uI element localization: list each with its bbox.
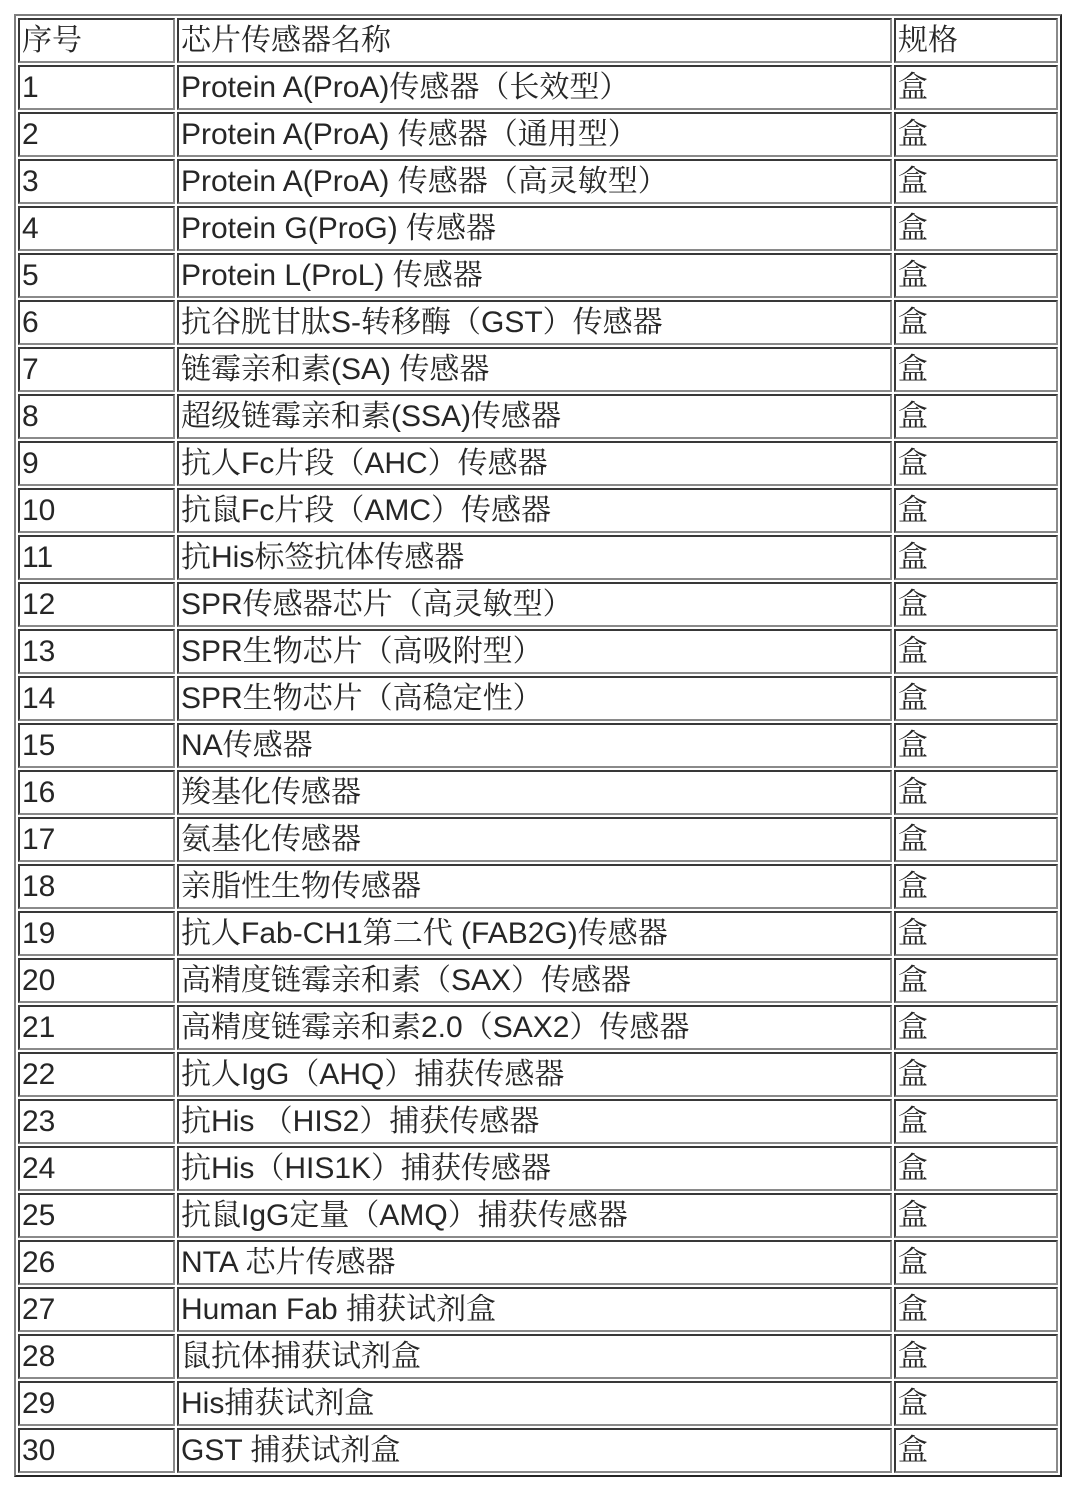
- col-header-spec: 规格: [894, 18, 1058, 63]
- spec-cell: 盒: [894, 488, 1058, 533]
- row-index-cell: 20: [18, 958, 175, 1003]
- spec-cell: 盒: [894, 770, 1058, 815]
- sensor-name-cell: SPR生物芯片（高吸附型）: [177, 629, 892, 674]
- table-row: [18, 911, 1058, 956]
- spec-cell: 盒: [894, 817, 1058, 862]
- sensor-name-cell: SPR生物芯片（高稳定性）: [177, 676, 892, 721]
- spec-cell: 盒: [894, 911, 1058, 956]
- sensor-table-body: [18, 65, 1058, 1473]
- spec-cell: 盒: [894, 1334, 1058, 1379]
- spec-cell: 盒: [894, 159, 1058, 204]
- table-row: [18, 1287, 1058, 1332]
- row-index-cell: 18: [18, 864, 175, 909]
- sensor-name-cell: 高精度链霉亲和素（SAX）传感器: [177, 958, 892, 1003]
- row-index-cell: 22: [18, 1052, 175, 1097]
- spec-cell: 盒: [894, 1005, 1058, 1050]
- table-row: [18, 65, 1058, 110]
- row-index-cell: 14: [18, 676, 175, 721]
- spec-cell: 盒: [894, 1381, 1058, 1426]
- sensor-name-cell: NA传感器: [177, 723, 892, 768]
- sensor-product-table: [14, 14, 1062, 1477]
- table-row: [18, 112, 1058, 157]
- row-index-cell: 6: [18, 300, 175, 345]
- spec-cell: 盒: [894, 253, 1058, 298]
- row-index-cell: 2: [18, 112, 175, 157]
- row-index-cell: 5: [18, 253, 175, 298]
- row-index-cell: 13: [18, 629, 175, 674]
- table-row: [18, 958, 1058, 1003]
- table-row: [18, 206, 1058, 251]
- spec-cell: 盒: [894, 441, 1058, 486]
- sensor-name-cell: SPR传感器芯片（高灵敏型）: [177, 582, 892, 627]
- table-row: [18, 1240, 1058, 1285]
- sensor-name-cell: Protein A(ProA)传感器（长效型）: [177, 65, 892, 110]
- sensor-name-cell: 亲脂性生物传感器: [177, 864, 892, 909]
- row-index-cell: 28: [18, 1334, 175, 1379]
- sensor-name-cell: Protein L(ProL) 传感器: [177, 253, 892, 298]
- sensor-name-cell: 抗人Fc片段（AHC）传感器: [177, 441, 892, 486]
- table-row: [18, 1052, 1058, 1097]
- sensor-name-cell: 抗His（HIS1K）捕获传感器: [177, 1146, 892, 1191]
- sensor-name-cell: 抗His标签抗体传感器: [177, 535, 892, 580]
- sensor-name-cell: 高精度链霉亲和素2.0（SAX2）传感器: [177, 1005, 892, 1050]
- table-row: [18, 159, 1058, 204]
- sensor-name-cell: Protein G(ProG) 传感器: [177, 206, 892, 251]
- sensor-name-cell: 氨基化传感器: [177, 817, 892, 862]
- sensor-name-cell: 链霉亲和素(SA) 传感器: [177, 347, 892, 392]
- row-index-cell: 23: [18, 1099, 175, 1144]
- table-row: [18, 1428, 1058, 1473]
- spec-cell: 盒: [894, 958, 1058, 1003]
- sensor-name-cell: 抗人IgG（AHQ）捕获传感器: [177, 1052, 892, 1097]
- row-index-cell: 8: [18, 394, 175, 439]
- spec-cell: 盒: [894, 1146, 1058, 1191]
- table-row: [18, 723, 1058, 768]
- sensor-name-cell: 抗His （HIS2）捕获传感器: [177, 1099, 892, 1144]
- table-row: [18, 676, 1058, 721]
- table-row: [18, 394, 1058, 439]
- col-header-no: 序号: [18, 18, 175, 63]
- sensor-name-cell: 抗鼠Fc片段（AMC）传感器: [177, 488, 892, 533]
- spec-cell: 盒: [894, 1099, 1058, 1144]
- spec-cell: 盒: [894, 206, 1058, 251]
- spec-cell: 盒: [894, 676, 1058, 721]
- row-index-cell: 9: [18, 441, 175, 486]
- table-row: [18, 1334, 1058, 1379]
- row-index-cell: 24: [18, 1146, 175, 1191]
- spec-cell: 盒: [894, 394, 1058, 439]
- table-row: [18, 1381, 1058, 1426]
- row-index-cell: 30: [18, 1428, 175, 1473]
- table-row: [18, 817, 1058, 862]
- sensor-name-cell: Human Fab 捕获试剂盒: [177, 1287, 892, 1332]
- row-index-cell: 15: [18, 723, 175, 768]
- spec-cell: 盒: [894, 112, 1058, 157]
- row-index-cell: 19: [18, 911, 175, 956]
- sensor-name-cell: NTA 芯片传感器: [177, 1240, 892, 1285]
- spec-cell: 盒: [894, 1193, 1058, 1238]
- table-header-row: [18, 18, 1058, 63]
- spec-cell: 盒: [894, 723, 1058, 768]
- table-row: [18, 1193, 1058, 1238]
- row-index-cell: 1: [18, 65, 175, 110]
- row-index-cell: 26: [18, 1240, 175, 1285]
- table-row: [18, 300, 1058, 345]
- sensor-name-cell: His捕获试剂盒: [177, 1381, 892, 1426]
- table-row: [18, 347, 1058, 392]
- sensor-name-cell: 羧基化传感器: [177, 770, 892, 815]
- row-index-cell: 3: [18, 159, 175, 204]
- row-index-cell: 7: [18, 347, 175, 392]
- sensor-name-cell: 抗人Fab-CH1第二代 (FAB2G)传感器: [177, 911, 892, 956]
- row-index-cell: 16: [18, 770, 175, 815]
- col-header-name: 芯片传感器名称: [177, 18, 892, 63]
- spec-cell: 盒: [894, 65, 1058, 110]
- row-index-cell: 25: [18, 1193, 175, 1238]
- row-index-cell: 29: [18, 1381, 175, 1426]
- table-row: [18, 629, 1058, 674]
- table-row: [18, 488, 1058, 533]
- sensor-name-cell: GST 捕获试剂盒: [177, 1428, 892, 1473]
- table-row: [18, 441, 1058, 486]
- table-row: [18, 582, 1058, 627]
- spec-cell: 盒: [894, 1052, 1058, 1097]
- table-row: [18, 1146, 1058, 1191]
- spec-cell: 盒: [894, 864, 1058, 909]
- spec-cell: 盒: [894, 1240, 1058, 1285]
- sensor-name-cell: 抗谷胱甘肽S-转移酶（GST）传感器: [177, 300, 892, 345]
- row-index-cell: 11: [18, 535, 175, 580]
- sensor-name-cell: 抗鼠IgG定量（AMQ）捕获传感器: [177, 1193, 892, 1238]
- sensor-name-cell: Protein A(ProA) 传感器（通用型）: [177, 112, 892, 157]
- spec-cell: 盒: [894, 1428, 1058, 1473]
- row-index-cell: 17: [18, 817, 175, 862]
- sensor-name-cell: Protein A(ProA) 传感器（高灵敏型）: [177, 159, 892, 204]
- row-index-cell: 12: [18, 582, 175, 627]
- spec-cell: 盒: [894, 1287, 1058, 1332]
- table-row: [18, 770, 1058, 815]
- spec-cell: 盒: [894, 535, 1058, 580]
- spec-cell: 盒: [894, 347, 1058, 392]
- spec-cell: 盒: [894, 582, 1058, 627]
- sensor-name-cell: 鼠抗体捕获试剂盒: [177, 1334, 892, 1379]
- table-row: [18, 1099, 1058, 1144]
- row-index-cell: 4: [18, 206, 175, 251]
- spec-cell: 盒: [894, 629, 1058, 674]
- sensor-name-cell: 超级链霉亲和素(SSA)传感器: [177, 394, 892, 439]
- table-row: [18, 535, 1058, 580]
- row-index-cell: 21: [18, 1005, 175, 1050]
- table-row: [18, 864, 1058, 909]
- row-index-cell: 10: [18, 488, 175, 533]
- table-row: [18, 1005, 1058, 1050]
- spec-cell: 盒: [894, 300, 1058, 345]
- row-index-cell: 27: [18, 1287, 175, 1332]
- table-row: [18, 253, 1058, 298]
